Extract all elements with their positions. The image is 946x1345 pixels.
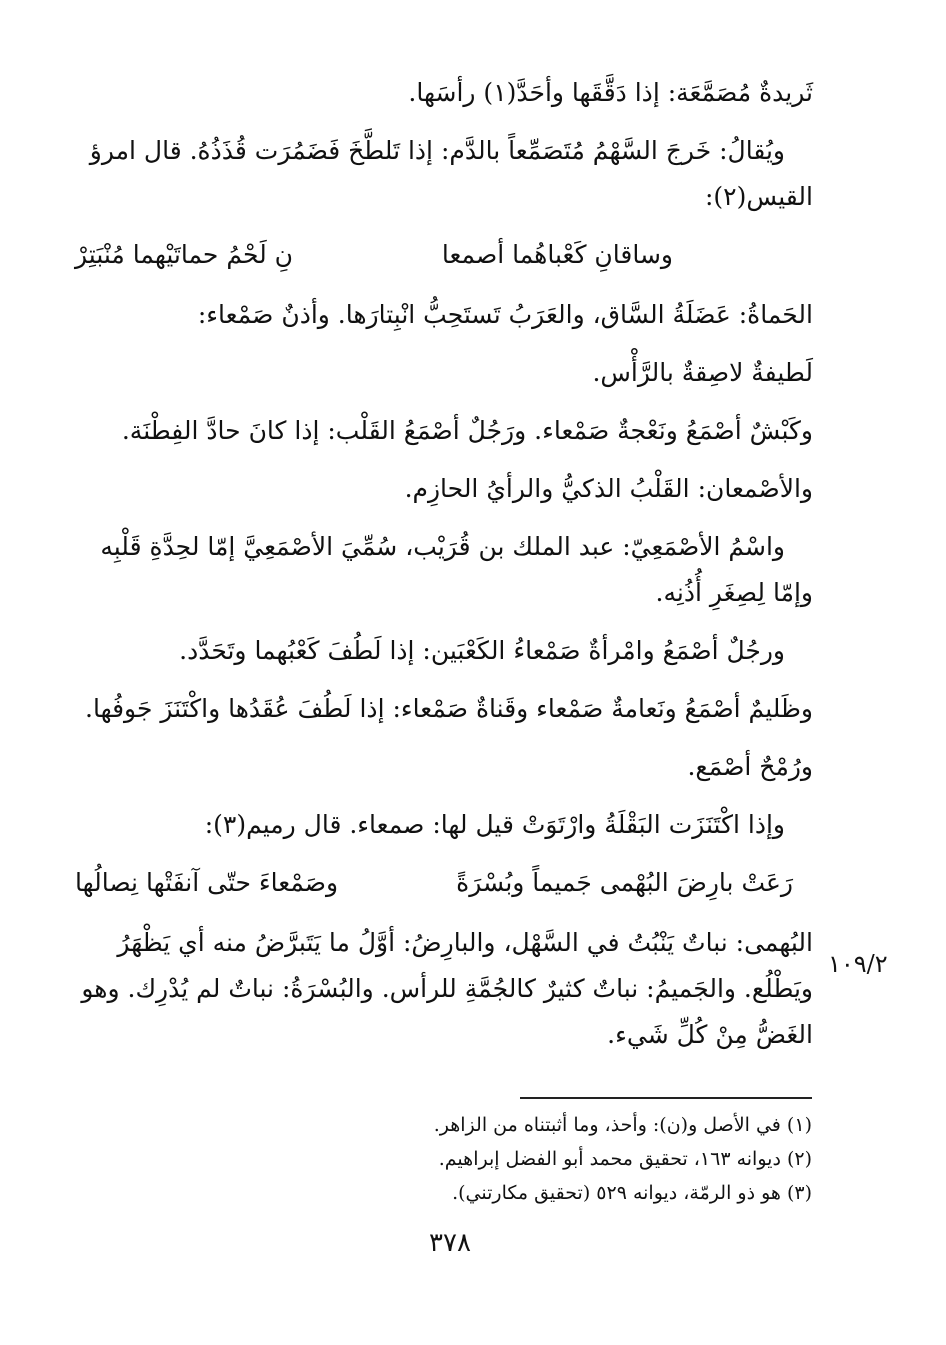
verse-hemistich-right: وساقانِ كَعْباهُما أصمعا	[441, 240, 673, 269]
verse-hemistich-left: نِ لَحْمُ حماتَيْهما مُنْبَتِرْ	[75, 240, 294, 269]
poetry-verse	[55, 232, 813, 278]
footnote: (١) في الأصل و(ن): وأحذ، وما أثبتناه من الزاهر.	[433, 1114, 812, 1136]
poetry-verse	[55, 860, 813, 906]
paragraph: وكَبْشٌ أصْمَعُ ونَعْجةٌ صَمْعاء. ورَجُلٌ أصْمَعُ القَلْب: إذا كانَ حادَّ الفِطْنَة.	[121, 416, 813, 445]
paragraph: وإذا اكْتَنَزَت البَقْلَةُ وارْتَوَتْ قيل لها: صمعاء. قال رميم(٣):	[204, 810, 785, 839]
paragraph: وظَليمٌ أصْمَعُ ونَعامةٌ صَمْعاء وقَناةٌ صَمْعاء: إذا لَطُفَ عُقَدُها واكْتَنَزَ جَوفُها.	[85, 694, 813, 723]
paragraph: لَطيفةٌ لاصِقةٌ بالرَّأْس.	[592, 358, 813, 387]
page-number: ٣٧٨	[429, 1228, 471, 1258]
paragraph: ورجُلٌ أصْمَعُ وامْرأةٌ صَمْعاءُ الكَعْبَين: إذا لَطُفَ كَعْبُهما وتَحَدَّد.	[179, 636, 785, 665]
footnote-separator	[520, 1097, 812, 1099]
paragraph: واسْمُ الأصْمَعِيّ: عبد الملك بن قُرَيْب، سُمِّيَ الأصْمَعِيَّ إمّا لحِدَّةِ قَلْبِه وإمّا لِصِغَرِ أُذُنِه.	[100, 532, 813, 607]
paragraph: ثَريدةٌ مُصَمَّعَة: إذا دَقَّقَها وأحَدَّ(١) رأسَها.	[408, 78, 813, 107]
footnote: (٣) هو ذو الرمّة، ديوانه ٥٢٩ (تحقيق مكارتني).	[452, 1182, 812, 1204]
gloss-paragraph: البُهمى: نباتٌ يَنْبُتُ في السَّهْل، والبارِضُ: أوَّلُ ما يَتَبرَّضُ منه أي يَظْهَرُ ويَطْلُع. والجَميمُ: نباتٌ كثيرٌ كالجُمَّةِ للرأس. والبُسْرَةُ: نباتٌ لم يُدْرِك. وهو الغَضُّ مِنْ كُلِّ شَيء.	[81, 928, 813, 1049]
paragraph: ويُقالُ: خَرجَ السَّهْمُ مُتَصَمِّعاً بالدَّم: إذا تَلطَّخَ فَضَمُرَت قُذَذُهُ. قال امرؤ القيس(٢):	[89, 136, 813, 211]
paragraph: الحَماةُ: عَضَلَةُ السَّاق، والعَرَبُ تَستَحِبُّ انْبِتارَها. وأذنٌ صَمْعاء:	[197, 300, 813, 329]
footnotes	[240, 1108, 812, 1210]
paragraph: ورُمْحٌ أصْمَع.	[687, 752, 813, 781]
margin-reference: ١٠٩/٢	[828, 950, 888, 978]
verse-hemistich-right: رَعَتْ بارِضَ البُهْمى جَميماً وبُسْرَةً	[456, 868, 793, 897]
main-text	[55, 70, 813, 1070]
paragraph: والأصْمعان: القَلْبُ الذكيُّ والرأيُ الحازِم.	[404, 474, 813, 503]
verse-hemistich-left: وصَمْعاءَ حتّى آنفَتْها نِصالُها	[75, 868, 339, 897]
footnote: (٢) ديوانه ١٦٣، تحقيق محمد أبو الفضل إبراهيم.	[438, 1148, 812, 1170]
